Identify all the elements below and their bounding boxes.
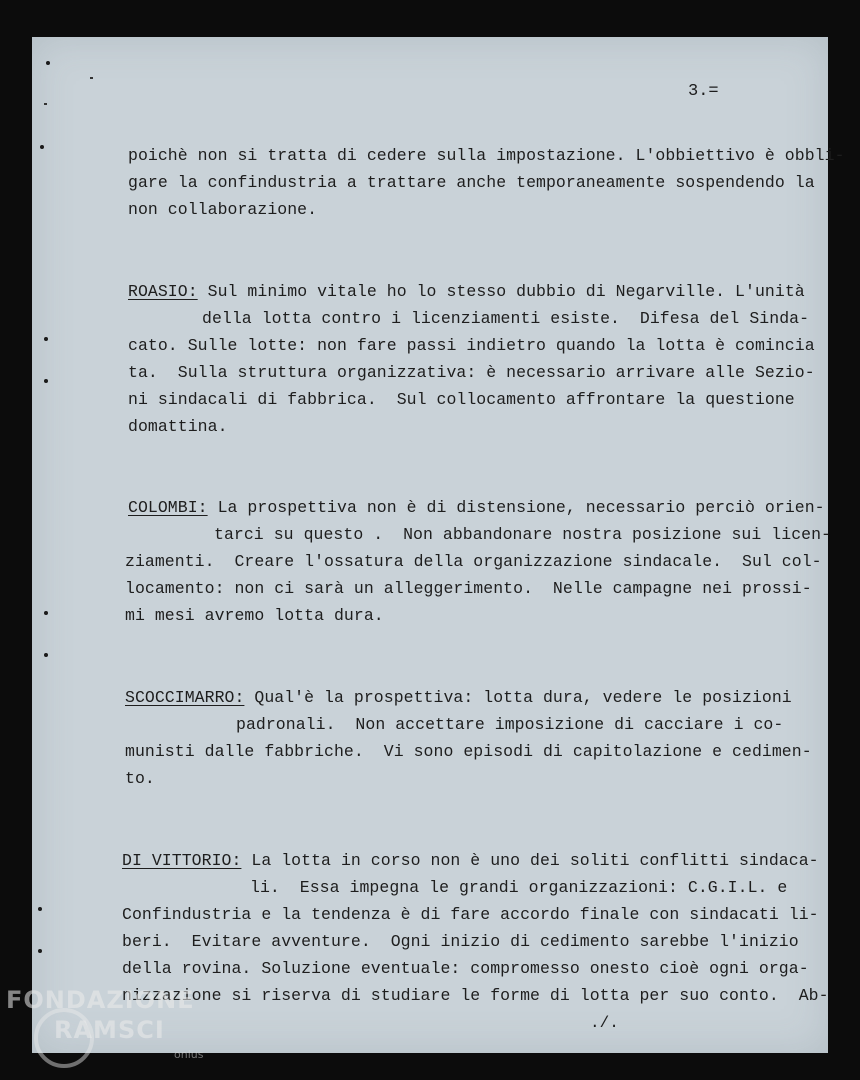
text-line: poichè non si tratta di cedere sulla impostazione. L'obbiettivo è obbli-	[128, 146, 845, 165]
speaker-line	[128, 282, 805, 301]
paper-mark	[90, 77, 93, 79]
text-segment: Qual'è la prospettiva: lotta dura, vedere le posizioni	[244, 688, 792, 707]
text-line: tarci su questo . Non abbandonare nostra posizione sui licen-	[214, 525, 831, 544]
text-line: beri. Evitare avventure. Ogni inizio di cedimento sarebbe l'inizio	[122, 932, 799, 951]
watermark-line-3: onlus	[174, 1048, 204, 1061]
punch-hole	[38, 949, 42, 953]
punch-hole	[44, 611, 48, 615]
continuation-mark: ./.	[590, 1014, 619, 1032]
text-line: munisti dalle fabbriche. Vi sono episodi di capitolazione e cedimen-	[125, 742, 812, 761]
speaker-line	[122, 851, 819, 870]
text-line: Confindustria e la tendenza è di fare accordo finale con sindacati li-	[122, 905, 819, 924]
text-line: domattina.	[128, 417, 228, 436]
watermark-line-1: FONDAZIONE	[6, 986, 195, 1014]
text-line: ni sindacali di fabbrica. Sul collocamento affrontare la questione	[128, 390, 795, 409]
fondazione-gramsci-watermark	[6, 986, 236, 1076]
punch-hole	[38, 907, 42, 911]
speaker-name: COLOMBI:	[128, 498, 208, 517]
text-line: mi mesi avremo lotta dura.	[125, 606, 384, 625]
text-line: della lotta contro i licenziamenti esiste. Difesa del Sinda-	[202, 309, 810, 328]
speaker-line	[128, 498, 825, 517]
text-line: gare la confindustria a trattare anche temporaneamente sospendendo la	[128, 173, 815, 192]
punch-hole	[46, 61, 50, 65]
text-line: li. Essa impegna le grandi organizzazioni: C.G.I.L. e	[250, 878, 788, 897]
text-line: della rovina. Soluzione eventuale: compromesso onesto cioè ogni orga-	[122, 959, 809, 978]
watermark-line-2: RAMSCI	[54, 1016, 165, 1044]
punch-hole	[44, 653, 48, 657]
speaker-name: SCOCCIMARRO:	[125, 688, 245, 707]
punch-hole	[40, 145, 44, 149]
text-line: non collaborazione.	[128, 200, 318, 219]
speaker-line	[125, 688, 792, 707]
text-line: padronali. Non accettare imposizione di cacciare i co-	[236, 715, 784, 734]
text-line: nizzazione si riserva di studiare le forme di lotta per suo conto. Ab-	[122, 986, 829, 1005]
text-segment: La prospettiva non è di distensione, necessario perciò orien-	[207, 498, 825, 517]
text-line: locamento: non ci sarà un alleggerimento. Nelle campagne nei prossi-	[125, 579, 812, 598]
speaker-name: DI VITTORIO:	[122, 851, 242, 870]
text-segment: Sul minimo vitale ho lo stesso dubbio di Negarville. L'unità	[197, 282, 805, 301]
text-line: to.	[125, 769, 155, 788]
text-line: cato. Sulle lotte: non fare passi indietro quando la lotta è comincia	[128, 336, 815, 355]
text-line: ta. Sulla struttura organizzativa: è necessario arrivare alle Sezio-	[128, 363, 815, 382]
paper-mark	[44, 103, 47, 105]
page-number: 3.=	[688, 82, 719, 101]
text-line: ziamenti. Creare l'ossatura della organizzazione sindacale. Sul col-	[125, 552, 822, 571]
punch-hole	[44, 379, 48, 383]
text-segment: La lotta in corso non è uno dei soliti conflitti sindaca-	[241, 851, 819, 870]
speaker-name: ROASIO:	[128, 282, 198, 301]
punch-hole	[44, 337, 48, 341]
